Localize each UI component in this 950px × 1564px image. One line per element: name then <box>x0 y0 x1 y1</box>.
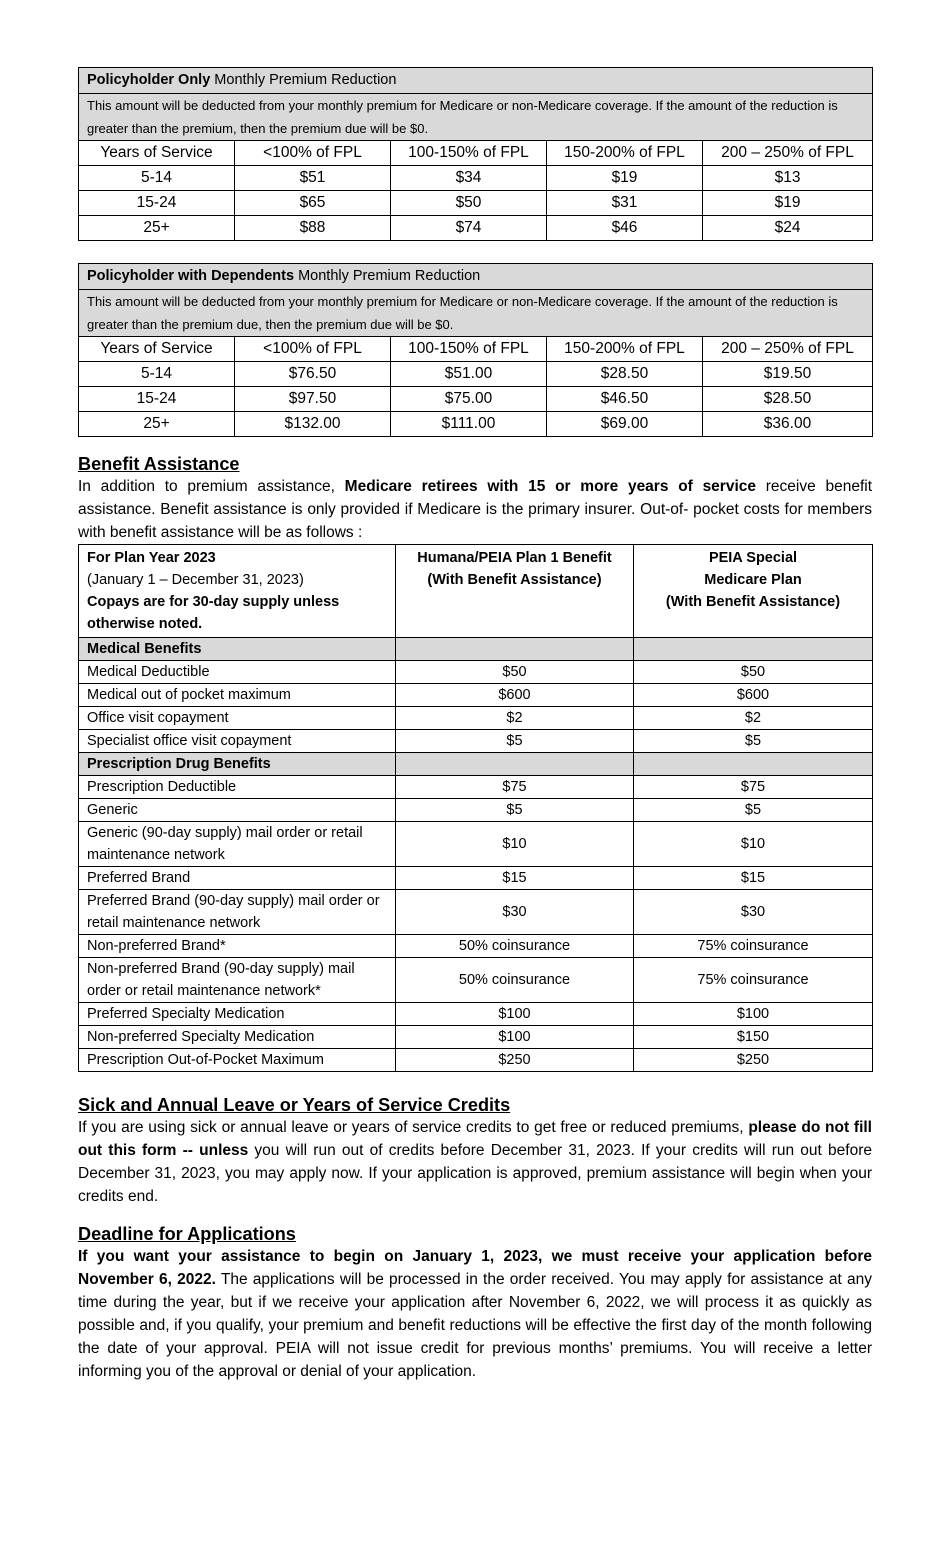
policyholder-dependents-table <box>78 263 873 437</box>
plan-year-header: For Plan Year 2023 (January 1 – December 31, 2023) Copays are for 30-day supply unless otherwise noted. <box>79 545 396 638</box>
table-title: Policyholder Only Monthly Premium Reduction <box>79 68 873 94</box>
humana-plan-header: Humana/PEIA Plan 1 Benefit (With Benefit Assistance) <box>396 545 634 638</box>
benefit-intro: In addition to premium assistance, Medicare retirees with 15 or more years of service receive benefit assistance. Benefit assistance is only provided if Medicare is the primary insurer. Out-of- pocket costs for members with benefit assistance will be as follows : <box>78 478 872 541</box>
table-cell: $51.00 <box>391 362 547 387</box>
table-cell: $5 <box>396 799 634 822</box>
table-row <box>79 191 873 216</box>
peia-special-plan-header: PEIA Special Medicare Plan (With Benefit Assistance) <box>634 545 873 638</box>
table-cell: $65 <box>235 191 391 216</box>
table-cell: $74 <box>391 216 547 241</box>
table-row <box>79 1003 873 1026</box>
benefit-table <box>78 544 873 1072</box>
table-row <box>79 890 873 935</box>
column-header: Years of Service <box>79 337 235 362</box>
table-cell: 25+ <box>79 412 235 437</box>
group-label: Prescription Drug Benefits <box>79 753 396 776</box>
column-header: 100-150% of FPL <box>391 141 547 166</box>
table-cell: $2 <box>634 707 873 730</box>
benefit-label: Prescription Deductible <box>79 776 396 799</box>
table-cell: $5 <box>634 730 873 753</box>
table-cell: $46.50 <box>547 387 703 412</box>
table-row <box>79 684 873 707</box>
table-row <box>79 661 873 684</box>
column-header: 100-150% of FPL <box>391 337 547 362</box>
table-row <box>79 867 873 890</box>
table-row <box>79 216 873 241</box>
table-row <box>79 799 873 822</box>
benefit-label: Specialist office visit copayment <box>79 730 396 753</box>
section-heading: Deadline for Applications <box>78 1224 296 1244</box>
table-cell: $10 <box>634 822 873 867</box>
table-row <box>79 1049 873 1072</box>
table-cell: $100 <box>634 1003 873 1026</box>
table-cell: $36.00 <box>703 412 873 437</box>
table-cell: $10 <box>396 822 634 867</box>
group-row <box>79 638 873 661</box>
table-cell: $30 <box>634 890 873 935</box>
table-cell: 75% coinsurance <box>634 958 873 1003</box>
table-cell: $19 <box>703 191 873 216</box>
table-cell: $15 <box>396 867 634 890</box>
table-row <box>79 958 873 1003</box>
benefit-label: Preferred Brand (90-day supply) mail order or retail maintenance network <box>79 890 396 935</box>
column-header: <100% of FPL <box>235 337 391 362</box>
benefit-label: Non-preferred Brand (90-day supply) mail order or retail maintenance network* <box>79 958 396 1003</box>
table-cell: $88 <box>235 216 391 241</box>
group-label: Medical Benefits <box>79 638 396 661</box>
table-cell: $69.00 <box>547 412 703 437</box>
benefit-label: Prescription Out-of-Pocket Maximum <box>79 1049 396 1072</box>
sick-leave-text: If you are using sick or annual leave or years of service credits to get free or reduced premiums, please do not fill out this form -- unless you will run out of credits before December 31, 2023. If your credits will run out before December 31, 2023, you may apply now. If your application is approved, premium assistance will begin when your credits end. <box>78 1119 872 1205</box>
column-header: 150-200% of FPL <box>547 141 703 166</box>
table-row <box>79 935 873 958</box>
table-cell: $75 <box>396 776 634 799</box>
document-page <box>78 67 872 1383</box>
column-header: 200 – 250% of FPL <box>703 337 873 362</box>
table-cell: 50% coinsurance <box>396 935 634 958</box>
benefit-label: Preferred Specialty Medication <box>79 1003 396 1026</box>
column-header: 150-200% of FPL <box>547 337 703 362</box>
policyholder-only-table <box>78 67 873 241</box>
table-note: This amount will be deducted from your monthly premium for Medicare or non-Medicare coverage. If the amount of the reduction is greater than the premium due, then the premium due will be $0. <box>79 290 873 337</box>
table-cell: $28.50 <box>703 387 873 412</box>
benefit-label: Office visit copayment <box>79 707 396 730</box>
benefit-label: Preferred Brand <box>79 867 396 890</box>
benefit-label: Non-preferred Specialty Medication <box>79 1026 396 1049</box>
sick-leave-section <box>78 1094 872 1208</box>
table-cell: 15-24 <box>79 191 235 216</box>
table-cell: $600 <box>634 684 873 707</box>
table-cell: $250 <box>396 1049 634 1072</box>
table-cell: 50% coinsurance <box>396 958 634 1003</box>
table-cell: $2 <box>396 707 634 730</box>
table-cell: $100 <box>396 1026 634 1049</box>
table-cell: 25+ <box>79 216 235 241</box>
table-cell: 5-14 <box>79 166 235 191</box>
table-cell: $111.00 <box>391 412 547 437</box>
benefit-assistance-section <box>78 453 872 544</box>
table-cell: $132.00 <box>235 412 391 437</box>
table-row <box>79 387 873 412</box>
table-cell: $5 <box>634 799 873 822</box>
benefit-label: Non-preferred Brand* <box>79 935 396 958</box>
table-cell: $34 <box>391 166 547 191</box>
table-row <box>79 776 873 799</box>
table-cell: $50 <box>391 191 547 216</box>
section-heading: Benefit Assistance <box>78 454 240 474</box>
table-cell: $150 <box>634 1026 873 1049</box>
table-row <box>79 730 873 753</box>
table-row <box>79 362 873 387</box>
deadline-text: If you want your assistance to begin on January 1, 2023, we must receive your application before November 6, 2022. The applications will be processed in the order received. You may apply for assistance at any time during the year, but if we receive your application after November 6, 2022, we will process it as quickly as possible and, if you qualify, your premium and benefit reductions will be effective the first day of the month following the date of your approval. PEIA will not issue credit for previous months’ premiums. You will receive a letter informing you of the approval or denial of your application. <box>78 1248 873 1380</box>
table-cell: $15 <box>634 867 873 890</box>
column-header: Years of Service <box>79 141 235 166</box>
table-cell: $5 <box>396 730 634 753</box>
table-row <box>79 412 873 437</box>
table-cell: $13 <box>703 166 873 191</box>
table-note: This amount will be deducted from your monthly premium for Medicare or non-Medicare coverage. If the amount of the reduction is greater than the premium, then the premium due will be $0. <box>79 94 873 141</box>
table-cell: $600 <box>396 684 634 707</box>
section-heading: Sick and Annual Leave or Years of Service Credits <box>78 1095 511 1115</box>
table-cell: $31 <box>547 191 703 216</box>
table-cell: $24 <box>703 216 873 241</box>
table-cell: $19 <box>547 166 703 191</box>
table-cell: $19.50 <box>703 362 873 387</box>
table-cell: 75% coinsurance <box>634 935 873 958</box>
table-cell: $97.50 <box>235 387 391 412</box>
table-row <box>79 1026 873 1049</box>
table-row <box>79 707 873 730</box>
group-row <box>79 753 873 776</box>
table-cell: $46 <box>547 216 703 241</box>
column-header: 200 – 250% of FPL <box>703 141 873 166</box>
benefit-label: Generic <box>79 799 396 822</box>
table-cell: $250 <box>634 1049 873 1072</box>
column-header: <100% of FPL <box>235 141 391 166</box>
table-cell: $30 <box>396 890 634 935</box>
table-cell: $51 <box>235 166 391 191</box>
table-cell: $75 <box>634 776 873 799</box>
benefit-label: Medical out of pocket maximum <box>79 684 396 707</box>
benefit-label: Medical Deductible <box>79 661 396 684</box>
table-cell: $50 <box>634 661 873 684</box>
table-cell: 15-24 <box>79 387 235 412</box>
deadline-section <box>78 1223 872 1383</box>
benefit-label: Generic (90-day supply) mail order or retail maintenance network <box>79 822 396 867</box>
table-row <box>79 822 873 867</box>
table-cell: $100 <box>396 1003 634 1026</box>
table-row <box>79 166 873 191</box>
table-title: Policyholder with Dependents Monthly Premium Reduction <box>79 264 873 290</box>
table-cell: $75.00 <box>391 387 547 412</box>
table-cell: $28.50 <box>547 362 703 387</box>
table-cell: 5-14 <box>79 362 235 387</box>
table-cell: $50 <box>396 661 634 684</box>
table-cell: $76.50 <box>235 362 391 387</box>
